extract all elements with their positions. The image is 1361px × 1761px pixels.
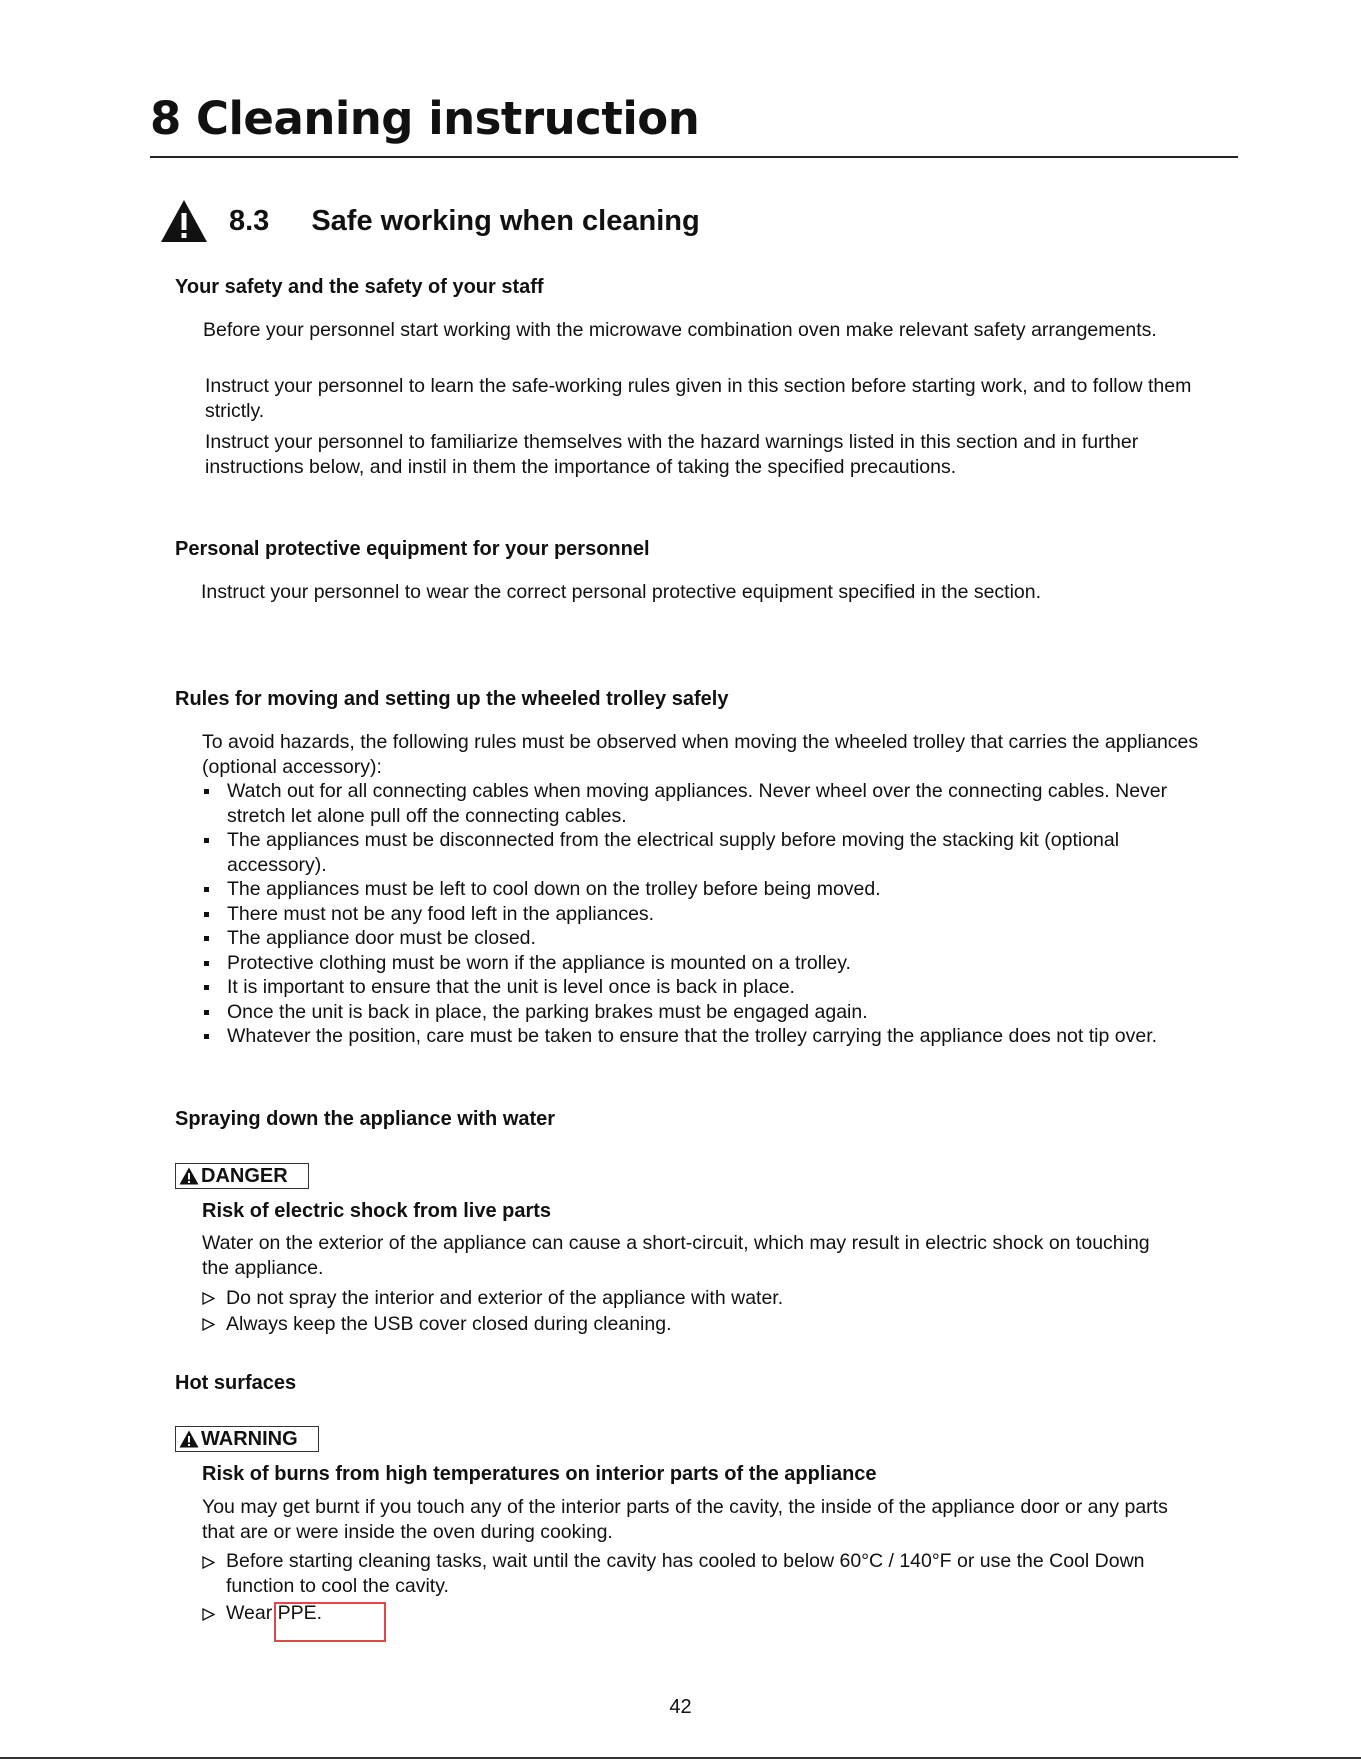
hot-text: You may get burnt if you touch any of the interior parts of the cavity, the inside of the appliance door or any parts that are or were inside the oven during cooking. [202,1496,1168,1543]
list-item: Wear PPE. [202,1601,1182,1626]
trolley-rules-list [203,779,1183,1049]
danger-label: DANGER [201,1164,288,1187]
safety-paragraph-2: Instruct your personnel to learn the safe-working rules given in this section before starting work, and to follow them strictly. [205,375,1192,422]
list-item: Always keep the USB cover closed during cleaning. [202,1311,1182,1337]
spraying-heading: Spraying down the appliance with water [175,1108,556,1130]
trolley-heading: Rules for moving and setting up the wheeled trolley safely [175,688,729,710]
list-item: It is important to ensure that the unit is level once is back in place. [203,975,1183,1000]
warning-triangle-icon [160,199,208,243]
list-item: There must not be any food left in the appliances. [203,902,1183,927]
list-item: Once the unit is back in place, the parking brakes must be engaged again. [203,1000,1183,1025]
safety-paragraph-1: Before your personnel start working with the microwave combination oven make relevant safety arrangements. [203,319,1157,341]
spraying-risk-title: Risk of electric shock from live parts [202,1200,552,1222]
triangle-right-icon [202,1318,215,1331]
highlight-box [274,1602,386,1642]
danger-badge [175,1163,309,1189]
list-item: Watch out for all connecting cables when moving appliances. Never wheel over the connecting cables. Never stretch let alone pull off the connecting cables. [203,779,1183,828]
triangle-right-icon [202,1608,215,1621]
section-header [160,196,700,246]
trolley-intro: To avoid hazards, the following rules must be observed when moving the wheeled trolley that carries the appliances (optional accessory): [202,731,1199,778]
list-item: Protective clothing must be worn if the appliance is mounted on a trolley. [203,951,1183,976]
list-item: Whatever the position, care must be taken to ensure that the trolley carrying the appliance does not tip over. [203,1024,1183,1049]
warning-badge [175,1426,319,1452]
safety-paragraph-3: Instruct your personnel to familiarize themselves with the hazard warnings listed in this section and in further instructions below, and instil in them the importance of taking the specified precautions. [205,431,1139,478]
ppe-heading: Personal protective equipment for your personnel [175,538,650,560]
ppe-paragraph: Instruct your personnel to wear the correct personal protective equipment specified in the section. [201,581,1042,603]
spraying-steps [202,1285,1182,1337]
warning-triangle-icon [179,1430,199,1448]
safety-heading: Your safety and the safety of your staff [175,276,544,298]
triangle-right-icon [202,1292,215,1305]
hot-risk-title: Risk of burns from high temperatures on interior parts of the appliance [202,1463,877,1485]
section-title: Safe working when cleaning [311,204,700,237]
chapter-title: 8 Cleaning instruction [150,92,700,145]
bottom-divider [0,1757,1361,1759]
list-item: Do not spray the interior and exterior of the appliance with water. [202,1285,1182,1311]
section-number: 8.3 [229,204,270,237]
warning-label: WARNING [201,1427,298,1450]
triangle-right-icon [202,1556,215,1569]
list-item: The appliances must be disconnected from the electrical supply before moving the stacking kit (optional accessory). [203,828,1183,877]
list-item: The appliance door must be closed. [203,926,1183,951]
spraying-text: Water on the exterior of the appliance can cause a short-circuit, which may result in electric shock on touching the appliance. [202,1232,1150,1279]
list-item: Before starting cleaning tasks, wait until the cavity has cooled to below 60°C / 140°F or use the Cool Down function to cool the cavity. [202,1549,1182,1598]
list-item: The appliances must be left to cool down on the trolley before being moved. [203,877,1183,902]
hot-surfaces-heading: Hot surfaces [175,1372,297,1394]
page-number: 42 [669,1696,692,1718]
warning-triangle-icon [179,1167,199,1185]
chapter-divider [150,156,1238,158]
